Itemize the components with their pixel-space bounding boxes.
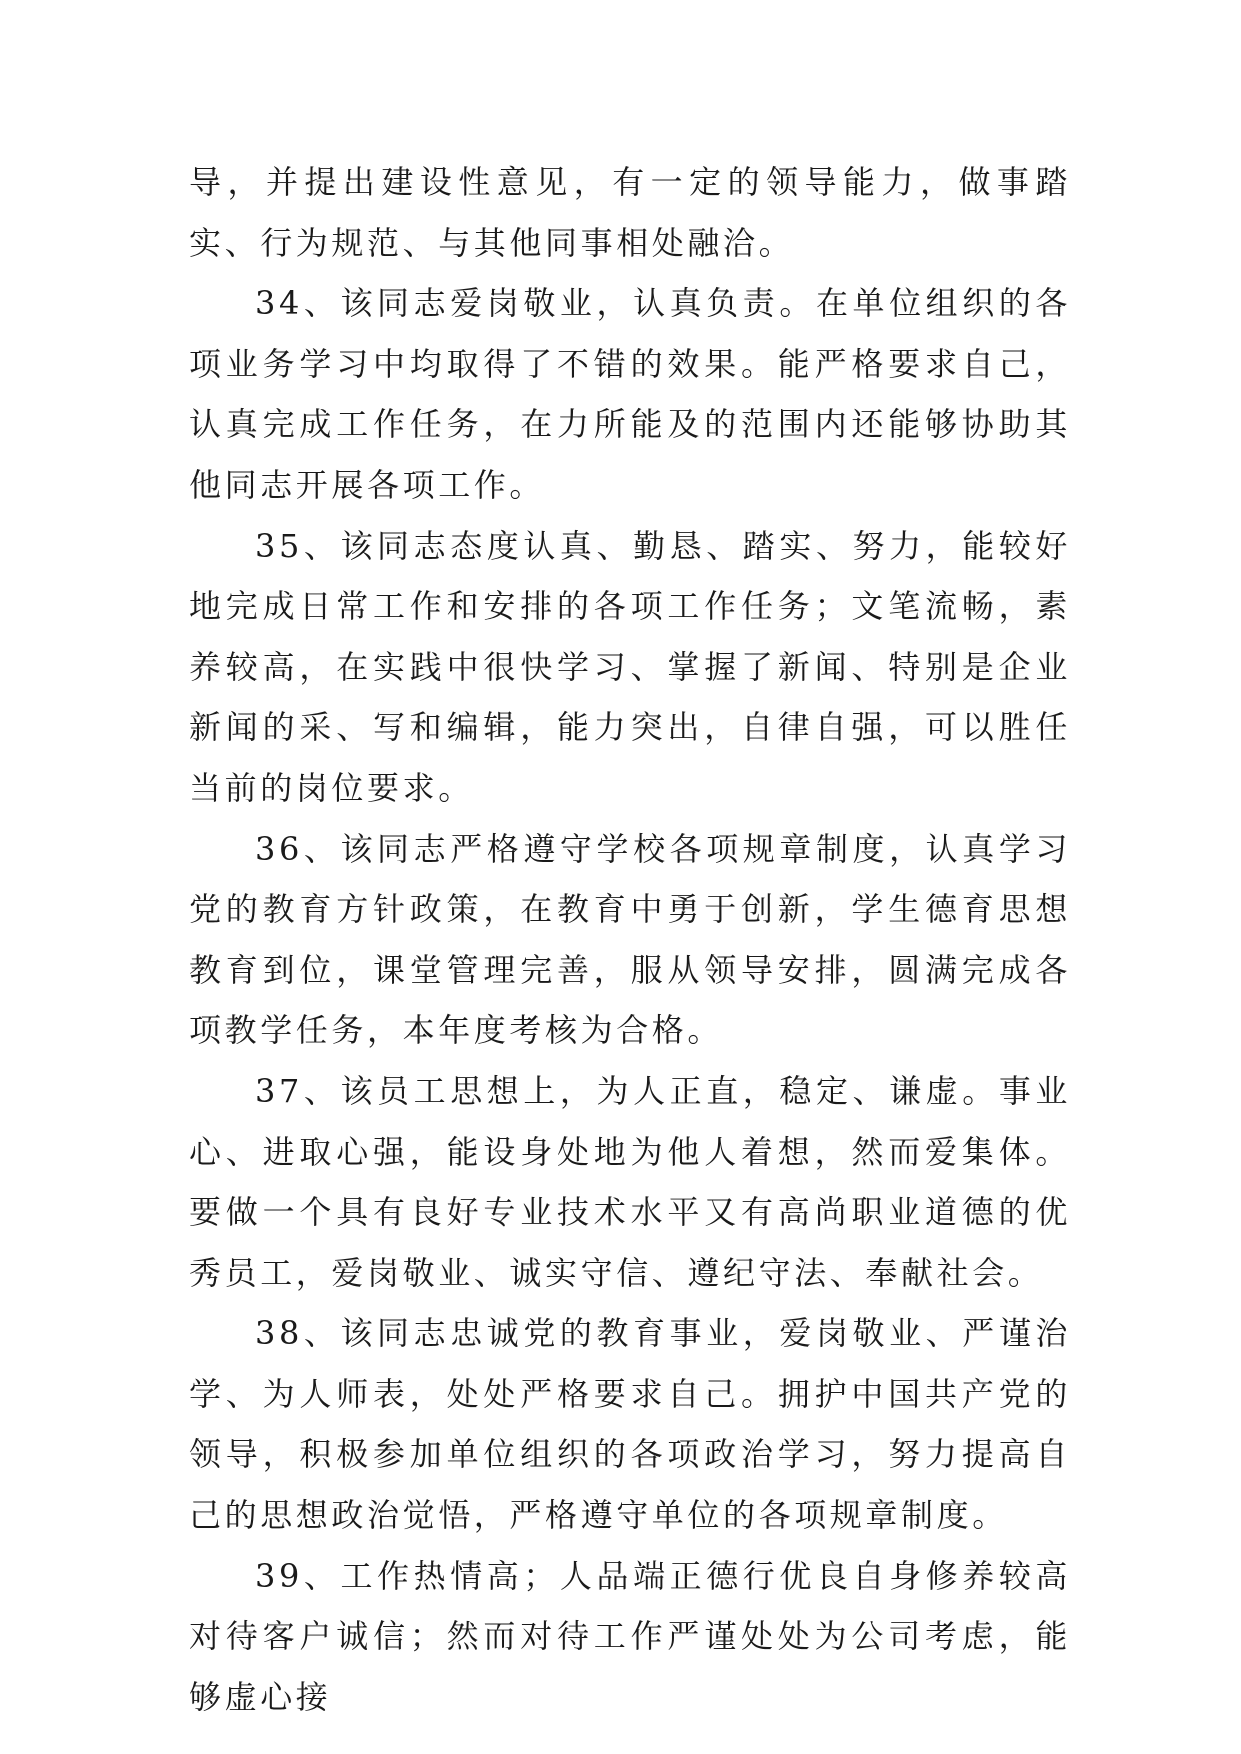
paragraph-item-36: 36、该同志严格遵守学校各项规章制度，认真学习党的教育方针政策，在教育中勇于创新，学生德育思想教育到位，课堂管理完善，服从领导安排，圆满完成各项教学任务，本年度考核为合格。: [189, 829, 1071, 1050]
paragraph-item-39: 39、工作热情高；人品端正德行优良自身修养较高对待客户诚信；然而对待工作严谨处处为公司考虑，能够虚心接: [189, 1556, 1071, 1716]
paragraph-continuation: 导，并提出建设性意见，有一定的领导能力，做事踏实、行为规范、与其他同事相处融洽。: [189, 163, 1071, 262]
document-body: [189, 152, 1071, 1727]
paragraph-item-37: 37、该员工思想上，为人正直，稳定、谦虚。事业心、进取心强，能设身处地为他人着想，然而爱集体。要做一个具有良好专业技术水平又有高尚职业道德的优秀员工，爱岗敬业、诚实守信、遵纪守法、奉献社会。: [189, 1071, 1071, 1292]
paragraph-item-35: 35、该同志态度认真、勤恳、踏实、努力，能较好地完成日常工作和安排的各项工作任务；文笔流畅，素养较高，在实践中很快学习、掌握了新闻、特别是企业新闻的采、写和编辑，能力突出，自律自强，可以胜任当前的岗位要求。: [189, 526, 1071, 807]
paragraph-item-38: 38、该同志忠诚党的教育事业，爱岗敬业、严谨治学、为人师表，处处严格要求自己。拥护中国共产党的领导，积极参加单位组织的各项政治学习，努力提高自己的思想政治觉悟，严格遵守单位的各项规章制度。: [189, 1314, 1071, 1535]
paragraph-item-34: 34、该同志爱岗敬业，认真负责。在单位组织的各项业务学习中均取得了不错的效果。能严格要求自己，认真完成工作任务，在力所能及的范围内还能够协助其他同志开展各项工作。: [189, 284, 1071, 504]
